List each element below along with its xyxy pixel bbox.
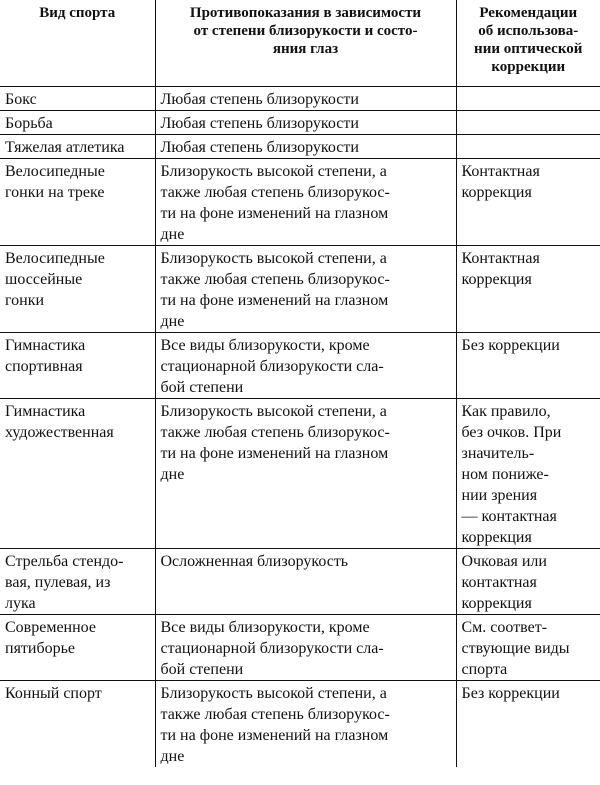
table-row xyxy=(0,87,600,111)
table-row xyxy=(0,333,600,399)
sport-cell: Стрельба стендо- вая, пулевая, из лука xyxy=(0,549,155,615)
table-row xyxy=(0,159,600,246)
table-row xyxy=(0,615,600,681)
correction-cell xyxy=(456,111,600,135)
sport-cell: Бокс xyxy=(0,87,155,111)
contraindication-cell: Любая степень близорукости xyxy=(155,135,456,159)
contraindication-cell: Любая степень близорукости xyxy=(155,87,456,111)
sport-cell: Тяжелая атлетика xyxy=(0,135,155,159)
sport-cell: Гимнастика художественная xyxy=(0,399,155,549)
correction-cell: Без коррекции xyxy=(456,681,600,768)
sport-cell: Борьба xyxy=(0,111,155,135)
sport-cell: Гимнастика спортивная xyxy=(0,333,155,399)
correction-cell: Очковая или контактная коррекция xyxy=(456,549,600,615)
sport-cell: Современное пятиборье xyxy=(0,615,155,681)
contraindication-cell: Все виды близорукости, кроме стационарной близорукости сла- бой степени xyxy=(155,333,456,399)
contraindication-cell: Любая степень близорукости xyxy=(155,111,456,135)
sport-cell: Велосипедные гонки на треке xyxy=(0,159,155,246)
table-row xyxy=(0,549,600,615)
contraindication-cell: Все виды близорукости, кроме стационарной близорукости сла- бой степени xyxy=(155,615,456,681)
sport-cell: Велосипедные шоссейные гонки xyxy=(0,246,155,333)
table-body xyxy=(0,87,600,768)
correction-cell xyxy=(456,135,600,159)
correction-cell: Контактная коррекция xyxy=(456,246,600,333)
header-sport: Вид спорта xyxy=(0,0,155,87)
table-row xyxy=(0,681,600,768)
header-correction: Рекомендации об использова- нии оптической коррекции xyxy=(456,0,600,87)
correction-cell: См. соответ- ствующие виды спорта xyxy=(456,615,600,681)
contraindication-cell: Близорукость высокой степени, а также любая степень близорукос- ти на фоне изменений на глазном дне xyxy=(155,159,456,246)
correction-cell: Как правило, без очков. При значитель- ном пониже- нии зрения — контактная коррекция xyxy=(456,399,600,549)
sport-cell: Конный спорт xyxy=(0,681,155,768)
contraindication-cell: Близорукость высокой степени, а также любая степень близорукос- ти на фоне изменений на глазном дне xyxy=(155,399,456,549)
header-contraindications: Противопоказания в зависимости от степени близорукости и состо- яния глаз xyxy=(155,0,456,87)
correction-cell: Без коррекции xyxy=(456,333,600,399)
contraindication-cell: Близорукость высокой степени, а также любая степень близорукос- ти на фоне изменений на глазном дне xyxy=(155,681,456,768)
table-row xyxy=(0,246,600,333)
correction-cell: Контактная коррекция xyxy=(456,159,600,246)
table-row xyxy=(0,135,600,159)
header-row xyxy=(0,0,600,87)
correction-cell xyxy=(456,87,600,111)
table-row xyxy=(0,111,600,135)
contraindication-cell: Близорукость высокой степени, а также любая степень близорукос- ти на фоне изменений на глазном дне xyxy=(155,246,456,333)
table-row xyxy=(0,399,600,549)
contraindication-cell: Осложненная близорукость xyxy=(155,549,456,615)
